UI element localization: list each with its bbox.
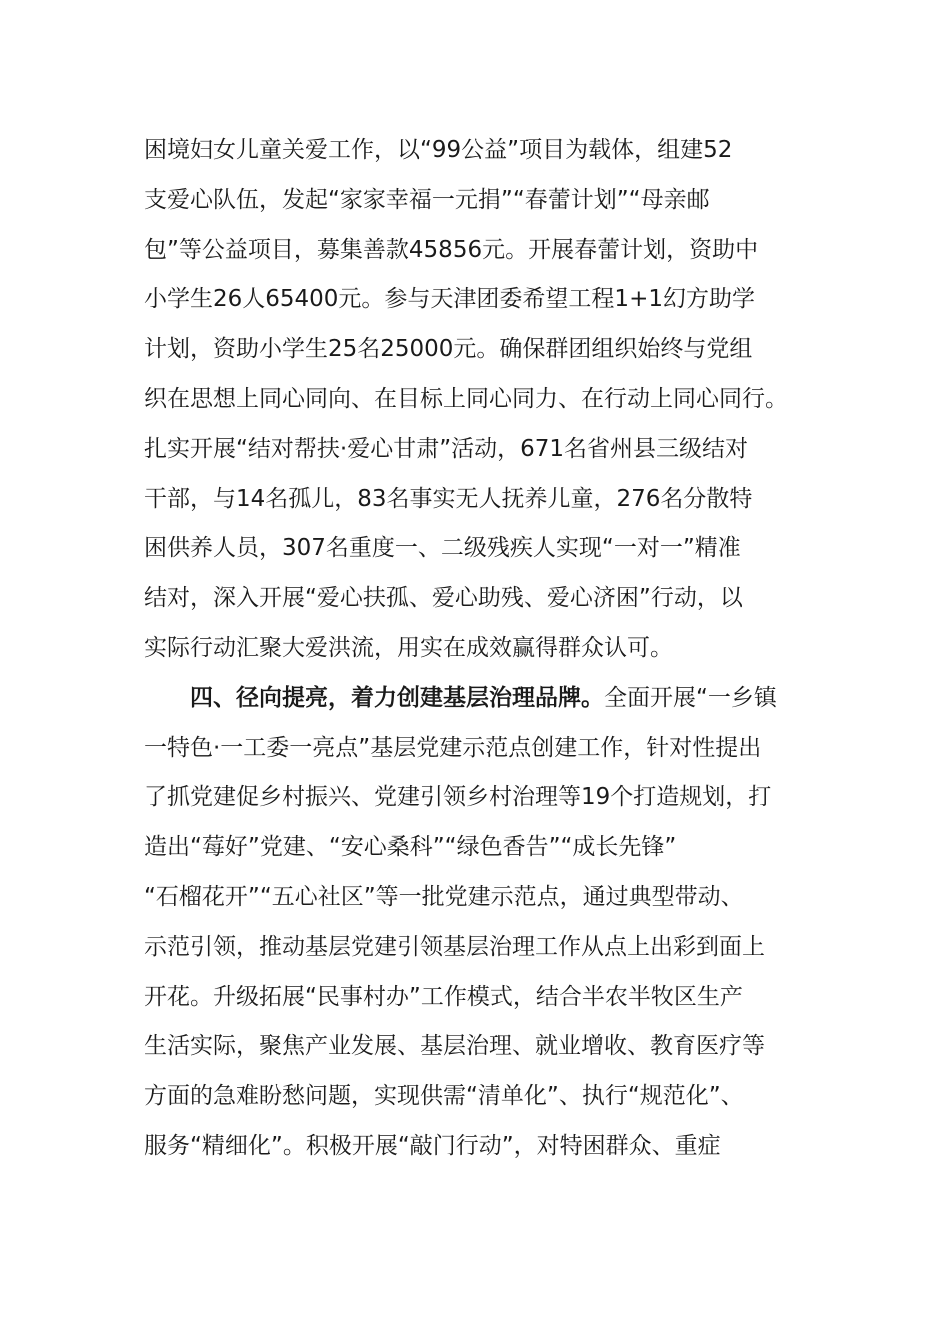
text-line: 困境妇女儿童关爱工作，以“99公益”项目为载体，组建52 <box>144 137 733 163</box>
text-line: 造出“莓好”党建、“安心桑科”“绿色香告”“成长先锋” <box>144 834 677 861</box>
section-4-first-line <box>144 674 808 724</box>
section-4-lead: 全面开展“一乡镇 <box>604 684 777 711</box>
text-line: 支爱心队伍，发起“家家幸福一元捐”“春蕾计划”“母亲邮 <box>144 186 710 213</box>
text-line: 困供养人员，307名重度一、二级残疾人实现“一对一”精准 <box>144 535 741 562</box>
text-line: 方面的急难盼愁问题，实现供需“清单化”、执行“规范化”、 <box>144 1083 744 1110</box>
text-line: 结对，深入开展“爱心扶孤、爱心助残、爱心济困”行动，以 <box>144 585 743 612</box>
text-line: 小学生26人65400元。参与天津团委希望工程1+1幻方助学 <box>144 286 755 313</box>
text-line: 服务“精细化”。积极开展“敲门行动”，对特困群众、重症 <box>144 1132 721 1159</box>
text-line: 了抓党建促乡村振兴、党建引领乡村治理等19个打造规划，打 <box>144 784 772 811</box>
section-4-heading: 四、径向提亮，着力创建基层治理品牌。 <box>190 684 604 711</box>
text-line: 织在思想上同心同向、在目标上同心同力、在行动上同心同行。 <box>144 385 788 412</box>
text-line: 包”等公益项目，募集善款45856元。开展春蕾计划，资助中 <box>144 236 759 263</box>
text-line: 扎实开展“结对帮扶·爱心甘肃”活动，671名省州县三级结对 <box>144 435 749 462</box>
text-line: 一特色·一工委一亮点”基层党建示范点创建工作，针对性提出 <box>144 734 762 761</box>
text-line: 生活实际，聚焦产业发展、基层治理、就业增收、教育医疗等 <box>144 1033 765 1060</box>
document-body <box>144 126 808 1172</box>
text-line: 干部，与14名孤儿，83名事实无人抚养儿童，276名分散特 <box>144 485 753 512</box>
text-line: 实际行动汇聚大爱洪流，用实在成效赢得群众认可。 <box>144 634 673 661</box>
text-line: 示范引领，推动基层党建引领基层治理工作从点上出彩到面上 <box>144 933 765 960</box>
text-line: 开花。升级拓展“民事村办”工作模式，结合半农半牧区生产 <box>144 983 743 1010</box>
text-line: “石榴花开”“五心社区”等一批党建示范点，通过典型带动、 <box>144 883 744 910</box>
text-line: 计划，资助小学生25名25000元。确保群团组织始终与党组 <box>144 336 753 363</box>
